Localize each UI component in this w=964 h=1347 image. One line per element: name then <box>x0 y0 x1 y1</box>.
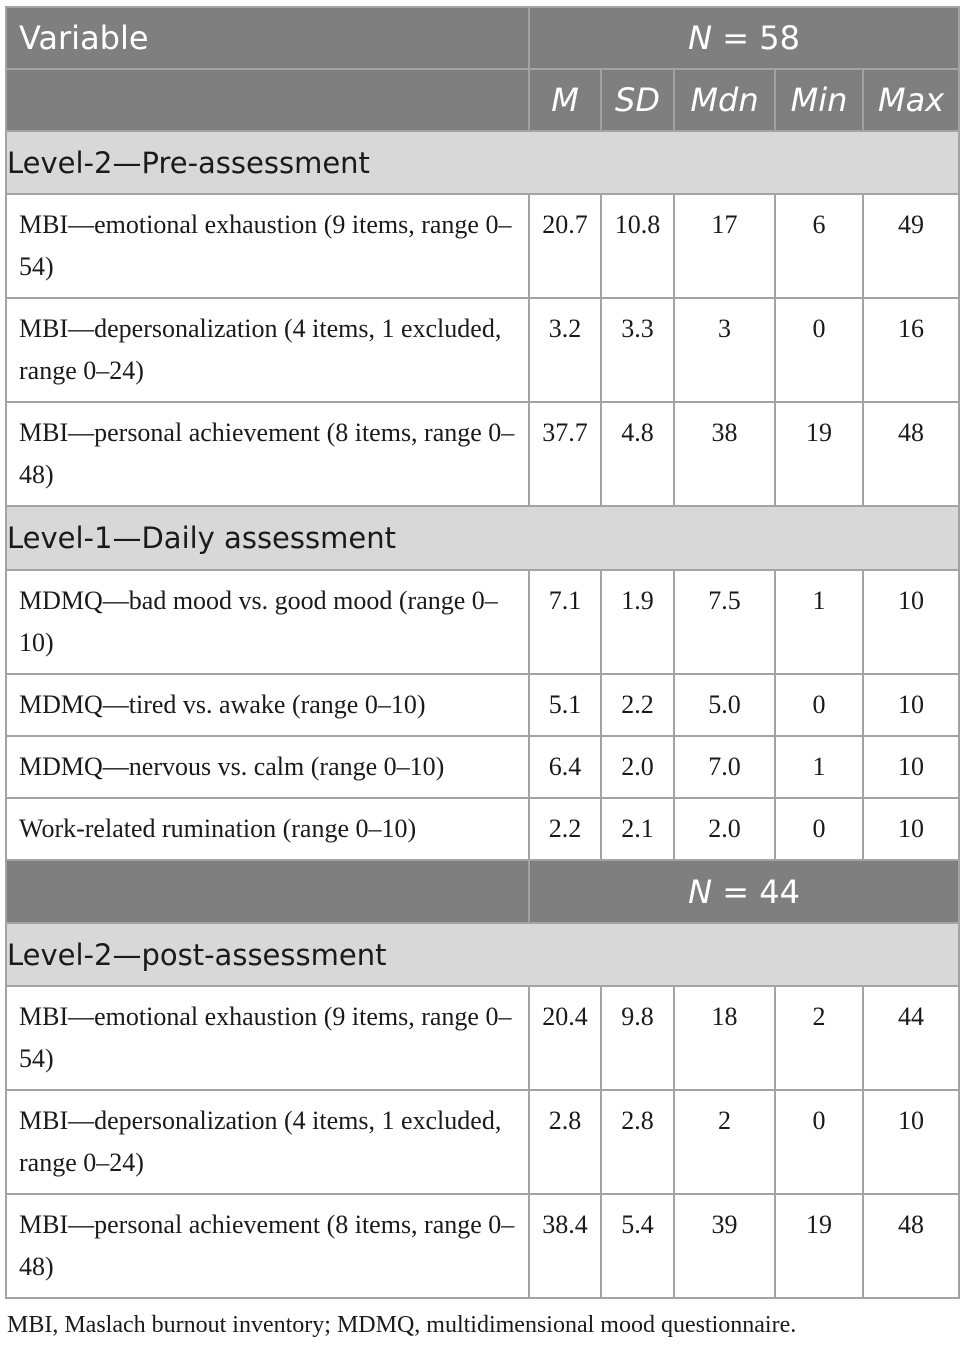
cell-mdn: 2 <box>674 1090 775 1194</box>
variable-header: Variable <box>6 7 529 69</box>
cell-sd: 10.8 <box>601 194 674 298</box>
column-header-blank <box>6 69 529 131</box>
variable-header-blank <box>6 860 529 923</box>
cell-min: 0 <box>775 798 863 860</box>
cell-sd: 2.8 <box>601 1090 674 1194</box>
table-row <box>6 298 959 402</box>
cell-max: 10 <box>863 798 959 860</box>
cell-sd: 4.8 <box>601 402 674 506</box>
cell-m: 3.2 <box>529 298 601 402</box>
cell-sd: 5.4 <box>601 1194 674 1298</box>
cell-min: 6 <box>775 194 863 298</box>
cell-max: 44 <box>863 986 959 1090</box>
cell-mdn: 2.0 <box>674 798 775 860</box>
sample-size-header-44 <box>529 860 959 923</box>
variable-label: Work-related rumination (range 0–10) <box>6 798 529 860</box>
pre-assessment-rows <box>6 194 959 506</box>
cell-m: 6.4 <box>529 736 601 798</box>
cell-max: 10 <box>863 570 959 674</box>
cell-min: 0 <box>775 298 863 402</box>
cell-sd: 2.2 <box>601 674 674 736</box>
cell-mdn: 17 <box>674 194 775 298</box>
variable-label: MBI—depersonalization (4 items, 1 excluded, range 0–24) <box>6 298 529 402</box>
column-header-sd: SD <box>601 69 674 131</box>
cell-mdn: 7.0 <box>674 736 775 798</box>
cell-min: 0 <box>775 674 863 736</box>
cell-m: 37.7 <box>529 402 601 506</box>
table-row <box>6 570 959 674</box>
header-row <box>6 860 959 923</box>
cell-min: 1 <box>775 736 863 798</box>
variable-label: MDMQ—bad mood vs. good mood (range 0–10) <box>6 570 529 674</box>
n-value: = 58 <box>722 19 800 57</box>
table-row <box>6 194 959 298</box>
cell-min: 2 <box>775 986 863 1090</box>
variable-label: MBI—personal achievement (8 items, range 0–48) <box>6 402 529 506</box>
cell-sd: 2.0 <box>601 736 674 798</box>
cell-mdn: 7.5 <box>674 570 775 674</box>
table-row <box>6 798 959 860</box>
cell-min: 1 <box>775 570 863 674</box>
cell-m: 20.7 <box>529 194 601 298</box>
section-row <box>6 923 959 986</box>
variable-label: MDMQ—tired vs. awake (range 0–10) <box>6 674 529 736</box>
variable-label: MBI—emotional exhaustion (9 items, range 0–54) <box>6 194 529 298</box>
variable-label: MDMQ—nervous vs. calm (range 0–10) <box>6 736 529 798</box>
cell-mdn: 39 <box>674 1194 775 1298</box>
section-post-assessment: Level-2—post-assessment <box>6 923 959 986</box>
sample-size-header-58 <box>529 7 959 69</box>
n-label: N <box>688 19 713 57</box>
column-header-row <box>6 69 959 131</box>
cell-mdn: 38 <box>674 402 775 506</box>
table-row <box>6 1090 959 1194</box>
table-row <box>6 402 959 506</box>
cell-max: 10 <box>863 674 959 736</box>
table-footnote: MBI, Maslach burnout inventory; MDMQ, multidimensional mood questionnaire. <box>7 1312 797 1338</box>
variable-label: MBI—depersonalization (4 items, 1 excluded, range 0–24) <box>6 1090 529 1194</box>
cell-sd: 9.8 <box>601 986 674 1090</box>
cell-m: 20.4 <box>529 986 601 1090</box>
table-row <box>6 674 959 736</box>
cell-max: 10 <box>863 1090 959 1194</box>
section-pre-assessment: Level-2—Pre-assessment <box>6 131 959 194</box>
daily-assessment-rows <box>6 570 959 860</box>
cell-max: 48 <box>863 402 959 506</box>
section-row <box>6 131 959 194</box>
cell-max: 48 <box>863 1194 959 1298</box>
column-header-mdn: Mdn <box>674 69 775 131</box>
cell-min: 19 <box>775 1194 863 1298</box>
cell-m: 7.1 <box>529 570 601 674</box>
cell-max: 10 <box>863 736 959 798</box>
n-value: = 44 <box>722 872 800 911</box>
cell-mdn: 18 <box>674 986 775 1090</box>
cell-sd: 2.1 <box>601 798 674 860</box>
cell-m: 2.2 <box>529 798 601 860</box>
cell-mdn: 3 <box>674 298 775 402</box>
cell-mdn: 5.0 <box>674 674 775 736</box>
cell-min: 0 <box>775 1090 863 1194</box>
header-row <box>6 7 959 69</box>
cell-min: 19 <box>775 402 863 506</box>
table-row <box>6 736 959 798</box>
post-assessment-rows <box>6 986 959 1298</box>
cell-m: 5.1 <box>529 674 601 736</box>
column-header-m: M <box>529 69 601 131</box>
section-row <box>6 506 959 570</box>
cell-m: 38.4 <box>529 1194 601 1298</box>
column-header-min: Min <box>775 69 863 131</box>
n-label: N <box>688 872 713 911</box>
variable-label: MBI—emotional exhaustion (9 items, range 0–54) <box>6 986 529 1090</box>
variable-label: MBI—personal achievement (8 items, range 0–48) <box>6 1194 529 1298</box>
table-row <box>6 1194 959 1298</box>
cell-m: 2.8 <box>529 1090 601 1194</box>
section-daily-assessment: Level-1—Daily assessment <box>6 506 959 570</box>
cell-max: 16 <box>863 298 959 402</box>
descriptive-statistics-table <box>5 6 960 1299</box>
cell-sd: 1.9 <box>601 570 674 674</box>
cell-max: 49 <box>863 194 959 298</box>
cell-sd: 3.3 <box>601 298 674 402</box>
table-row <box>6 986 959 1090</box>
column-header-max: Max <box>863 69 959 131</box>
